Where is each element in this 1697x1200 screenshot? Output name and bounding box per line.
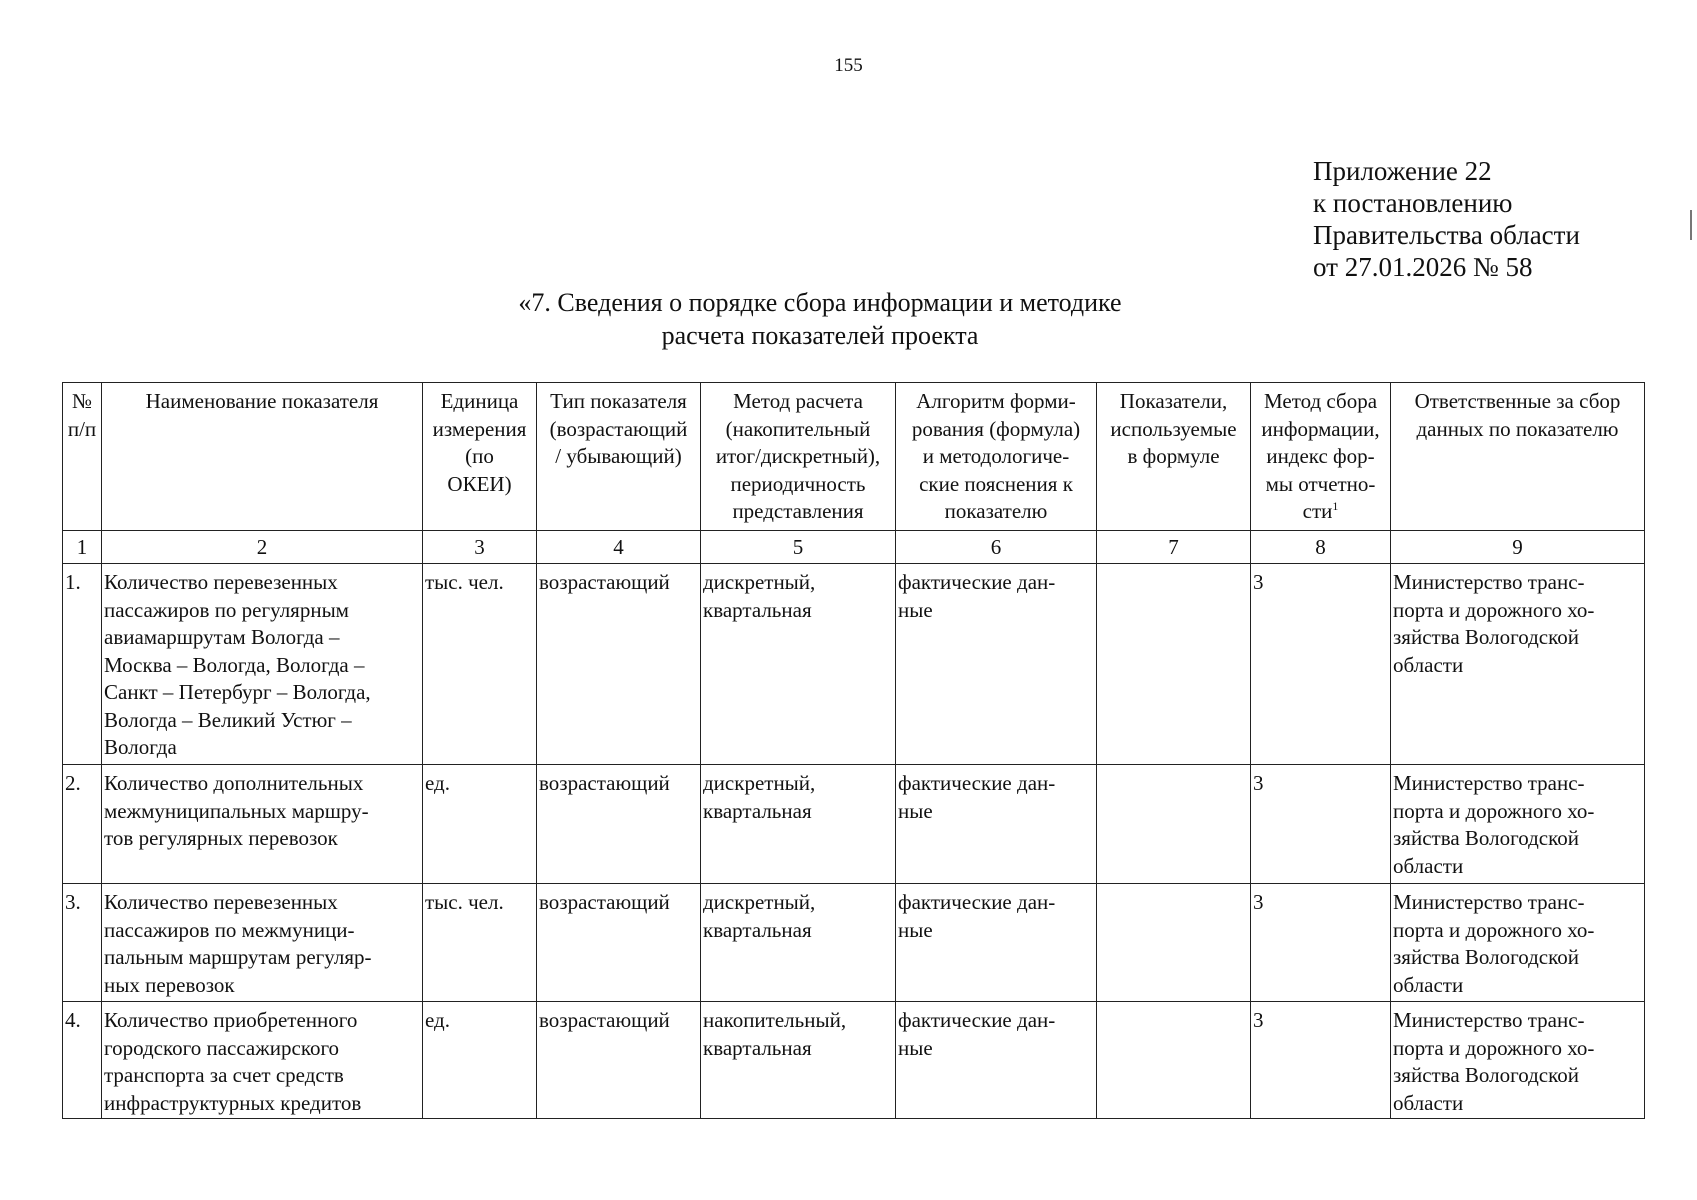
cell-collection: 3 bbox=[1251, 564, 1391, 765]
cell-text: ные bbox=[898, 1035, 933, 1060]
cell-text: пальным маршрутам регуляр- bbox=[104, 945, 372, 969]
header-text: используемые bbox=[1110, 416, 1237, 441]
cell-text: дискретный, bbox=[703, 771, 816, 795]
cell-text: накопительный, bbox=[703, 1008, 847, 1032]
column-number: 4 bbox=[537, 531, 701, 564]
cell-text: Количество дополнительных bbox=[104, 771, 364, 795]
header-responsible bbox=[1391, 383, 1645, 531]
cell-text: квартальная bbox=[703, 917, 812, 942]
header-text: рования (формула) bbox=[911, 416, 1081, 441]
cell-text: транспорта за счет средств bbox=[104, 1063, 344, 1087]
column-number: 9 bbox=[1391, 531, 1645, 564]
title-line: «7. Сведения о порядке сбора информации и методике bbox=[518, 288, 1122, 317]
cell-text: области bbox=[1393, 1090, 1464, 1115]
header-text: п/п bbox=[67, 416, 97, 441]
column-number: 6 bbox=[896, 531, 1097, 564]
document-title bbox=[330, 286, 1310, 352]
cell-collection: 3 bbox=[1251, 884, 1391, 1002]
cell-text: дискретный, bbox=[703, 890, 816, 914]
scan-edge-mark bbox=[1690, 210, 1692, 240]
header-text: сти bbox=[1302, 499, 1333, 523]
cell-text: Министерство транс- bbox=[1393, 1008, 1585, 1032]
cell-text: области bbox=[1393, 652, 1464, 677]
cell-text: порта и дорожного хо- bbox=[1393, 798, 1595, 823]
header-text: Показатели, bbox=[1119, 389, 1228, 413]
cell-indicators bbox=[1097, 564, 1251, 765]
cell-text: Количество перевезенных bbox=[104, 570, 338, 594]
header-collection bbox=[1251, 383, 1391, 531]
cell-text: области bbox=[1393, 853, 1464, 878]
column-number: 5 bbox=[701, 531, 896, 564]
cell-text: Министерство транс- bbox=[1393, 890, 1585, 914]
header-text: Единица bbox=[440, 389, 519, 413]
table-row bbox=[63, 564, 1645, 765]
cell-responsible bbox=[1391, 884, 1645, 1002]
cell-indicators bbox=[1097, 765, 1251, 884]
cell-type: возрастающий bbox=[537, 1002, 701, 1119]
header-method bbox=[701, 383, 896, 531]
cell-algorithm bbox=[896, 1002, 1097, 1119]
cell-text: пассажиров по межмуници- bbox=[104, 917, 355, 942]
header-text: мы отчетно- bbox=[1265, 471, 1376, 496]
cell-method bbox=[701, 1002, 896, 1119]
column-number: 3 bbox=[423, 531, 537, 564]
header-unit bbox=[423, 383, 537, 531]
header-text: Тип показателя bbox=[550, 389, 687, 413]
header-text: (по bbox=[465, 444, 494, 468]
cell-unit: тыс. чел. bbox=[423, 564, 537, 765]
cell-text: квартальная bbox=[703, 1035, 812, 1060]
header-text: Ответственные за сбор bbox=[1414, 389, 1621, 413]
cell-text: пассажиров по регулярным bbox=[104, 597, 349, 622]
cell-text: межмуниципальных маршру- bbox=[104, 798, 369, 823]
cell-text: Вологда bbox=[104, 735, 177, 759]
header-text: представления bbox=[732, 499, 864, 523]
title-line: расчета показателей проекта bbox=[661, 321, 979, 350]
column-number: 7 bbox=[1097, 531, 1251, 564]
cell-text: квартальная bbox=[703, 798, 812, 823]
header-text: итог/дискретный), bbox=[715, 444, 881, 468]
column-number-row bbox=[63, 531, 1645, 564]
cell-number: 4. bbox=[63, 1002, 102, 1119]
cell-text: ных перевозок bbox=[104, 972, 235, 997]
cell-text: тов регулярных перевозок bbox=[104, 826, 338, 850]
cell-text: фактические дан- bbox=[898, 570, 1056, 594]
indicators-table bbox=[62, 382, 1645, 1119]
table-row bbox=[63, 765, 1645, 884]
cell-text: Москва – Вологда, Вологда – bbox=[104, 652, 365, 677]
header-algorithm bbox=[896, 383, 1097, 531]
header-text: (накопительный bbox=[725, 416, 871, 441]
cell-text: Министерство транс- bbox=[1393, 570, 1585, 594]
footnote-marker: 1 bbox=[1332, 499, 1339, 513]
cell-responsible bbox=[1391, 564, 1645, 765]
header-number bbox=[63, 383, 102, 531]
cell-text: порта и дорожного хо- bbox=[1393, 917, 1595, 942]
header-text: № bbox=[71, 389, 93, 413]
cell-number: 3. bbox=[63, 884, 102, 1002]
cell-name bbox=[102, 1002, 423, 1119]
header-indicators bbox=[1097, 383, 1251, 531]
header-text: ОКЕИ) bbox=[447, 471, 512, 496]
appendix-line: от 27.01.2026 № 58 bbox=[1313, 252, 1533, 282]
cell-text: Санкт – Петербург – Вологда, bbox=[104, 680, 371, 704]
column-number: 1 bbox=[63, 531, 102, 564]
cell-indicators bbox=[1097, 884, 1251, 1002]
appendix-line: к постановлению bbox=[1313, 188, 1513, 218]
cell-text: ные bbox=[898, 597, 933, 622]
cell-responsible bbox=[1391, 1002, 1645, 1119]
table-row bbox=[63, 884, 1645, 1002]
cell-text: дискретный, bbox=[703, 570, 816, 594]
cell-name bbox=[102, 765, 423, 884]
header-type bbox=[537, 383, 701, 531]
table-row bbox=[63, 1002, 1645, 1119]
appendix-line: Приложение 22 bbox=[1313, 156, 1492, 186]
cell-algorithm bbox=[896, 884, 1097, 1002]
cell-name bbox=[102, 564, 423, 765]
appendix-line: Правительства области bbox=[1313, 220, 1580, 250]
cell-text: области bbox=[1393, 972, 1464, 997]
header-text: (возрастающий bbox=[549, 416, 688, 441]
cell-text: инфраструктурных кредитов bbox=[104, 1090, 362, 1115]
cell-number: 1. bbox=[63, 564, 102, 765]
cell-text: зяйства Вологодской bbox=[1393, 1063, 1579, 1087]
cell-text: порта и дорожного хо- bbox=[1393, 597, 1595, 622]
header-text: в формуле bbox=[1127, 444, 1220, 468]
header-text: показателю bbox=[944, 499, 1048, 523]
header-text: данных по показателю bbox=[1416, 416, 1619, 441]
header-text: информации, bbox=[1261, 416, 1380, 441]
header-text: Алгоритм форми- bbox=[916, 389, 1076, 413]
cell-method bbox=[701, 564, 896, 765]
page-number: 155 bbox=[834, 55, 863, 76]
cell-text: фактические дан- bbox=[898, 890, 1056, 914]
cell-text: городского пассажирского bbox=[104, 1035, 340, 1060]
header-name bbox=[102, 383, 423, 531]
cell-type: возрастающий bbox=[537, 765, 701, 884]
cell-indicators bbox=[1097, 1002, 1251, 1119]
cell-method bbox=[701, 884, 896, 1002]
header-text: периодичность bbox=[730, 471, 866, 496]
cell-text: зяйства Вологодской bbox=[1393, 826, 1579, 850]
cell-text: фактические дан- bbox=[898, 771, 1056, 795]
cell-text: порта и дорожного хо- bbox=[1393, 1035, 1595, 1060]
header-text: Метод расчета bbox=[733, 389, 863, 413]
cell-algorithm bbox=[896, 765, 1097, 884]
cell-text: зяйства Вологодской bbox=[1393, 945, 1579, 969]
cell-number: 2. bbox=[63, 765, 102, 884]
header-text: Наименование показателя bbox=[145, 389, 379, 413]
header-text: / убывающий) bbox=[555, 444, 682, 468]
cell-unit: ед. bbox=[423, 765, 537, 884]
cell-text: Количество приобретенного bbox=[104, 1008, 358, 1032]
cell-text: Вологда – Великий Устюг – bbox=[104, 707, 352, 732]
cell-collection: 3 bbox=[1251, 1002, 1391, 1119]
cell-algorithm bbox=[896, 564, 1097, 765]
cell-text: ные bbox=[898, 917, 933, 942]
column-number: 2 bbox=[102, 531, 423, 564]
cell-text: зяйства Вологодской bbox=[1393, 625, 1579, 649]
cell-unit: тыс. чел. bbox=[423, 884, 537, 1002]
cell-type: возрастающий bbox=[537, 564, 701, 765]
header-text: и методологиче- bbox=[922, 444, 1070, 468]
cell-text: Министерство транс- bbox=[1393, 771, 1585, 795]
header-text: ские пояснения к bbox=[919, 471, 1073, 496]
header-text-with-footnote bbox=[1253, 498, 1388, 526]
cell-text: Количество перевезенных bbox=[104, 890, 338, 914]
cell-collection: 3 bbox=[1251, 765, 1391, 884]
cell-text: фактические дан- bbox=[898, 1008, 1056, 1032]
cell-text: квартальная bbox=[703, 597, 812, 622]
appendix-note bbox=[1313, 155, 1580, 283]
column-number: 8 bbox=[1251, 531, 1391, 564]
cell-type: возрастающий bbox=[537, 884, 701, 1002]
table-header-row bbox=[63, 383, 1645, 531]
cell-method bbox=[701, 765, 896, 884]
cell-text: авиамаршрутам Вологда – bbox=[104, 625, 340, 649]
cell-unit: ед. bbox=[423, 1002, 537, 1119]
header-text: измерения bbox=[432, 416, 527, 441]
header-text: Метод сбора bbox=[1263, 389, 1378, 413]
cell-name bbox=[102, 884, 423, 1002]
header-text: индекс фор- bbox=[1266, 444, 1375, 468]
cell-text: ные bbox=[898, 798, 933, 823]
cell-responsible bbox=[1391, 765, 1645, 884]
